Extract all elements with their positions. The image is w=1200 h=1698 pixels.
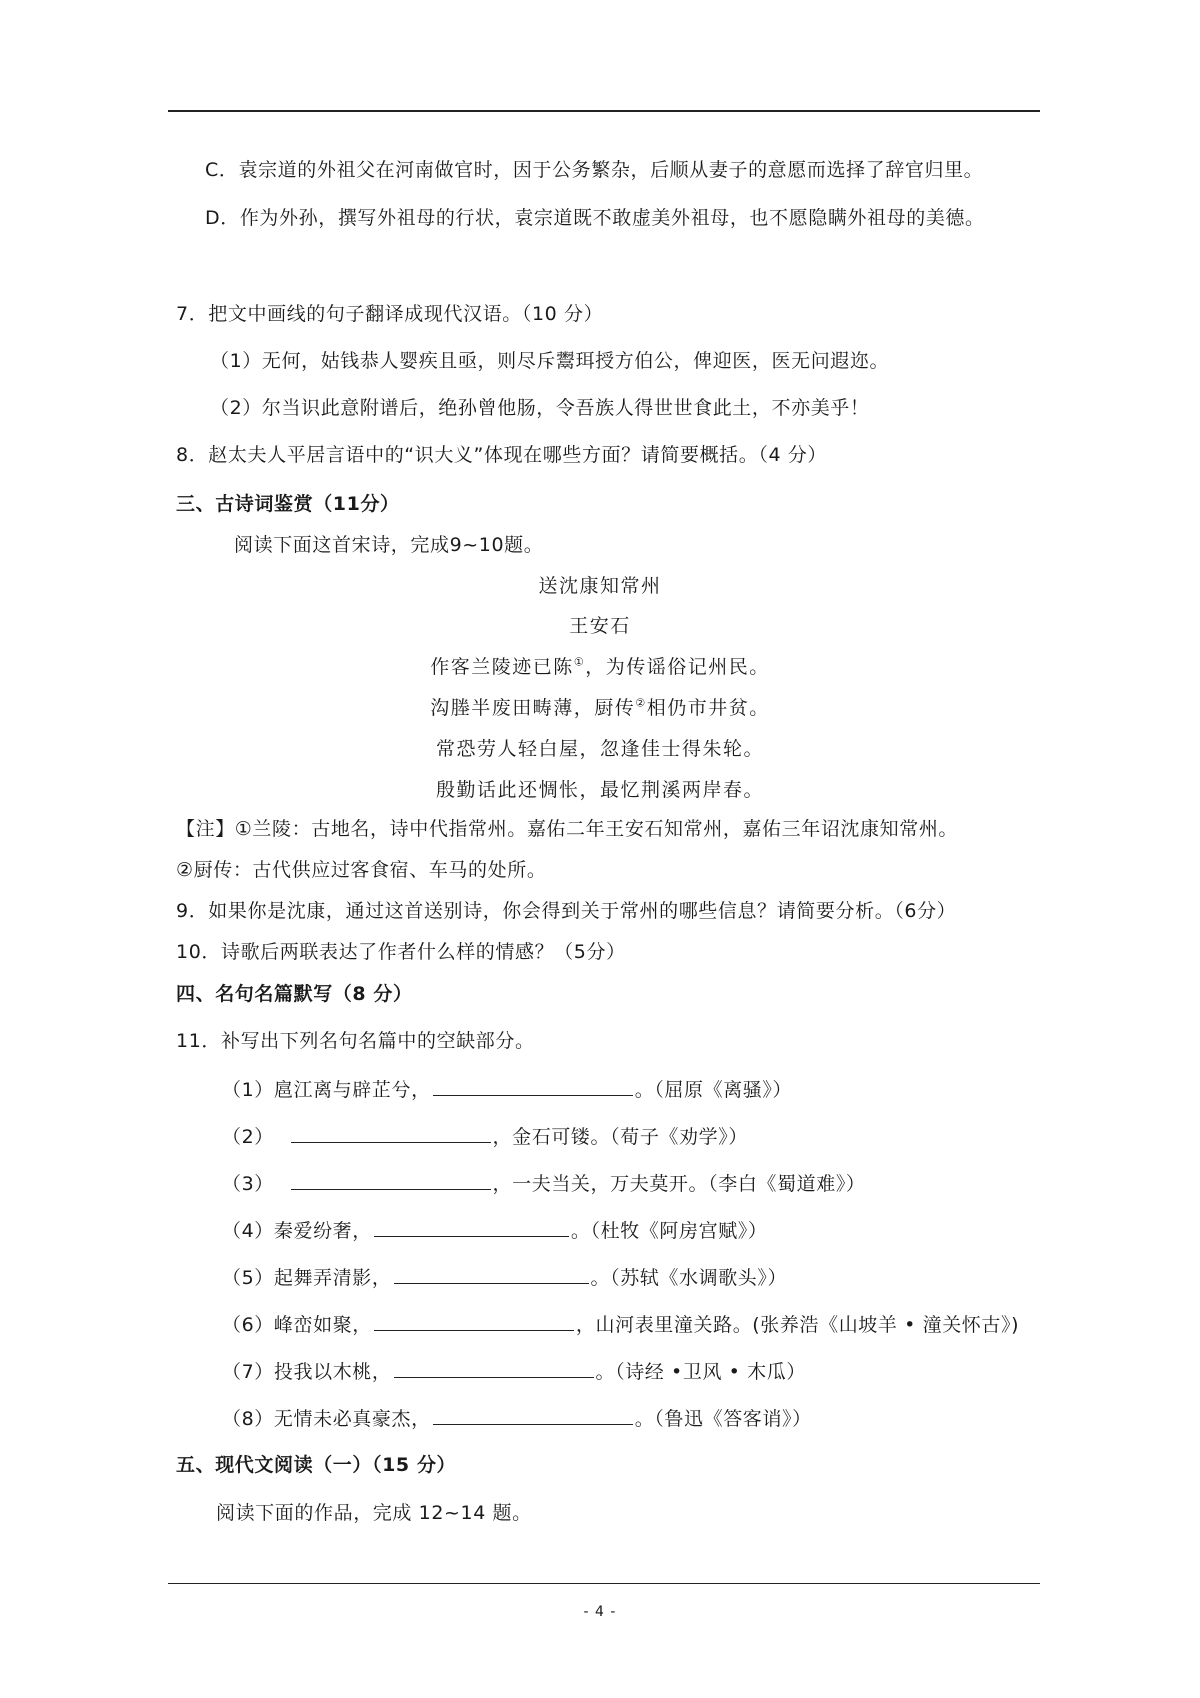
item-3-prefix: （3）	[222, 1173, 281, 1195]
item-4-source: 。（杜牧《阿房宫赋》）	[570, 1220, 768, 1242]
recitation-item-2	[222, 1124, 748, 1149]
section-3-title: 三、古诗词鉴赏（11分）	[176, 493, 400, 515]
question-7-sentence-1: （1）无何，姑钱恭人婴疾且亟，则尽斥鬻珥授方伯公，俾迎医，医无问遐迩。	[210, 350, 890, 372]
item-1-prefix: （1）扈江离与辟芷兮，	[222, 1079, 431, 1101]
recitation-item-8	[222, 1406, 812, 1431]
poem-note-1: 【注】①兰陵：古地名，诗中代指常州。嘉佑二年王安石知常州，嘉佑三年诏沈康知常州。	[176, 818, 959, 840]
footer-rule	[168, 1583, 1040, 1584]
item-7-source: 。（诗经 •卫风 • 木瓜）	[595, 1361, 806, 1383]
question-7: 7．把文中画线的句子翻译成现代汉语。（10 分）	[176, 303, 604, 325]
poem-title: 送沈康知常州	[538, 575, 662, 597]
item-1-source: 。（屈原《离骚》）	[634, 1079, 793, 1101]
poem-line-2-part-b: 相仍市井贫。	[646, 697, 770, 719]
poem-note-2: ②厨传：古代供应过客食宿、车马的处所。	[176, 859, 547, 881]
section-5-title: 五、现代文阅读（一）（15 分）	[176, 1454, 457, 1476]
poem-author: 王安石	[569, 615, 631, 637]
answer-blank-6[interactable]	[374, 1312, 574, 1331]
poem-line-1-part-a: 作客兰陵迹已陈	[430, 656, 574, 678]
item-4-prefix: （4）秦爱纷奢，	[222, 1220, 372, 1242]
question-8: 8．赵太夫人平居言语中的“识大义”体现在哪些方面？请简要概括。（4 分）	[176, 444, 828, 466]
recitation-item-5	[222, 1265, 787, 1290]
poem-line-3: 常恐劳人轻白屋，忽逢佳士得朱轮。	[435, 738, 764, 760]
option-c: C．袁宗道的外祖父在河南做官时，因于公务繁杂，后顺从妻子的意愿而选择了辞官归里。	[205, 159, 984, 181]
section-3-intro: 阅读下面这首宋诗，完成9~10题。	[234, 534, 544, 556]
page-number: - 4 -	[583, 1604, 617, 1620]
item-5-source: 。（苏轼《水调歌头》）	[590, 1267, 788, 1289]
item-3-source: ，一夫当关，万夫莫开。（李白《蜀道难》）	[492, 1173, 866, 1195]
item-8-source: 。（鲁迅《答客诮》）	[634, 1408, 812, 1430]
answer-blank-8[interactable]	[433, 1406, 633, 1425]
section-4-title: 四、名句名篇默写（8 分）	[176, 983, 413, 1005]
answer-blank-5[interactable]	[394, 1265, 589, 1284]
item-2-prefix: （2）	[222, 1126, 281, 1148]
answer-blank-2[interactable]	[291, 1124, 491, 1143]
item-8-prefix: （8）无情未必真豪杰，	[222, 1408, 431, 1430]
item-6-prefix: （6）峰峦如聚，	[222, 1314, 372, 1336]
recitation-item-1	[222, 1077, 792, 1102]
header-rule	[168, 110, 1040, 112]
footnote-marker-2: ②	[635, 696, 647, 710]
poem-line-2	[0, 696, 1200, 720]
recitation-item-4	[222, 1218, 768, 1243]
recitation-item-3	[222, 1171, 866, 1196]
poem-line-1	[0, 655, 1200, 679]
section-5-intro: 阅读下面的作品，完成 12~14 题。	[216, 1502, 532, 1524]
poem-line-1-part-b: ，为传谣俗记州民。	[585, 656, 770, 678]
poem-line-2-part-a: 沟塍半废田畴薄，厨传	[430, 697, 636, 719]
recitation-item-6	[222, 1312, 1019, 1337]
question-11: 11．补写出下列名句名篇中的空缺部分。	[176, 1030, 535, 1052]
poem-line-4: 殷勤话此还惆怅，最忆荆溪两岸春。	[435, 779, 764, 801]
item-2-source: ，金石可镂。（荀子《劝学》）	[492, 1126, 748, 1148]
item-6-source: ，山河表里潼关路。(张养浩《山坡羊 • 潼关怀古》)	[575, 1314, 1020, 1336]
recitation-item-7	[222, 1359, 806, 1384]
question-10: 10．诗歌后两联表达了作者什么样的情感？（5分）	[176, 941, 626, 963]
answer-blank-4[interactable]	[374, 1218, 569, 1237]
item-5-prefix: （5）起舞弄清影，	[222, 1267, 392, 1289]
answer-blank-7[interactable]	[394, 1359, 594, 1378]
option-d: D．作为外孙，撰写外祖母的行状，袁宗道既不敢虚美外祖母，也不愿隐瞒外祖母的美德。	[205, 207, 985, 229]
question-9: 9．如果你是沈康，通过这首送别诗，你会得到关于常州的哪些信息？请简要分析。（6分）	[176, 900, 957, 922]
answer-blank-1[interactable]	[433, 1077, 633, 1096]
answer-blank-3[interactable]	[291, 1171, 491, 1190]
question-7-sentence-2: （2）尔当识此意附谱后，绝孙曾他肠，令吾族人得世世食此土，不亦美乎！	[210, 397, 870, 419]
footnote-marker-1: ①	[573, 655, 586, 669]
item-7-prefix: （7）投我以木桃，	[222, 1361, 392, 1383]
